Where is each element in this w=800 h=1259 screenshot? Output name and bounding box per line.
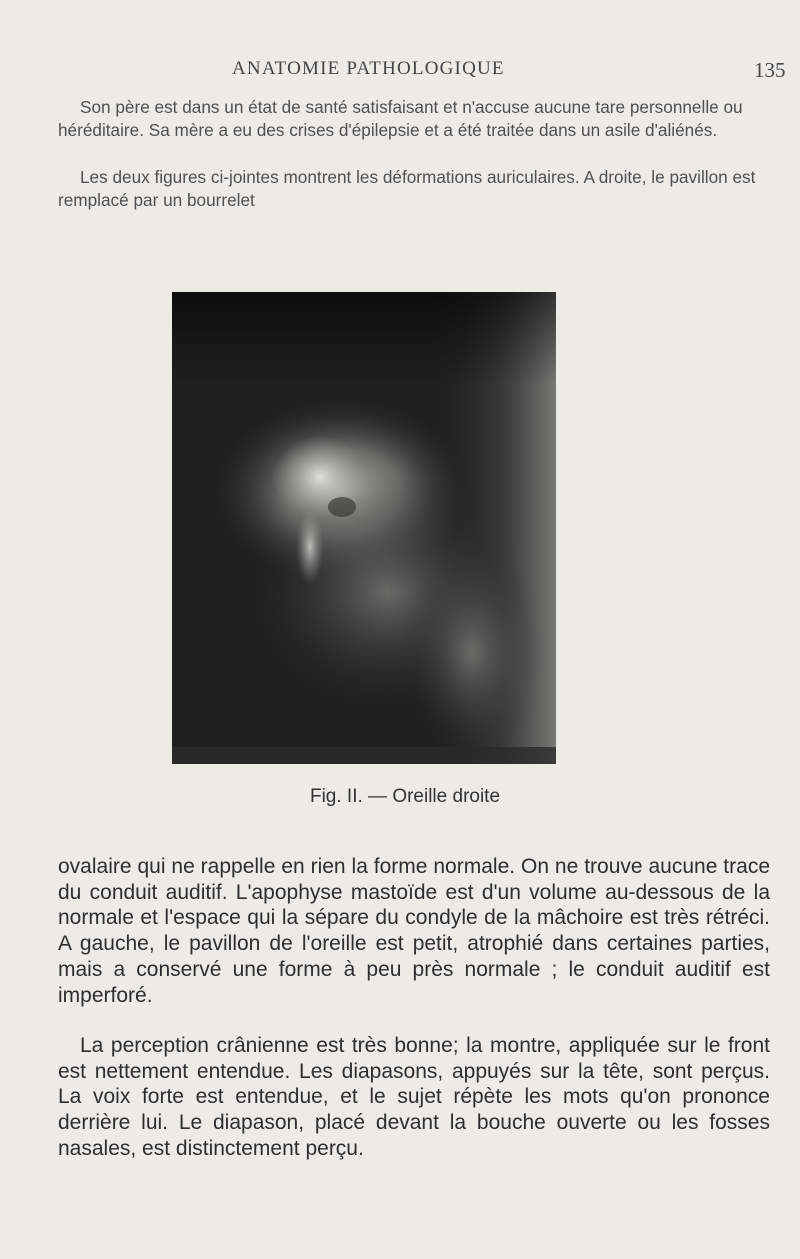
paragraph-text: Les deux figures ci-jointes montrent les déformations auriculaires. A droite, le pavillon est remplacé par un bourrelet — [58, 167, 756, 210]
paragraph-text: La perception crânienne est très bonne; la montre, appliquée sur le front est nettement entendue. Les diapasons, appuyés sur la tête, sont perçus. La voix forte est entendue, et le sujet répète les mots qu'on prononce derrière lui. Le diapason, placé devant la bouche ouverte ou les fosses nasales, est distinctement perçu. — [58, 1034, 770, 1160]
figure-caption: Fig. II. — Oreille droite — [309, 786, 501, 807]
paragraph-father-health — [58, 96, 770, 142]
page-number: 135 — [754, 58, 786, 82]
paragraph-ear-description — [58, 854, 770, 1008]
ear-photograph — [172, 292, 556, 764]
paragraph-text: ovalaire qui ne rappelle en rien la forme normale. On ne trouve aucune trace du conduit auditif. L'apophyse mastoïde est d'un volume au-dessous de la normale et l'espace qui la sépare du condyle de la mâchoire est très rétréci. A gauche, le pavillon de l'oreille est petit, atrophié dans certaines parties, mais a conservé une forme à peu près normale ; le conduit auditif est imperforé. — [58, 855, 770, 1007]
paragraph-text: Son père est dans un état de santé satisfaisant et n'accuse aucune tare personnelle ou héréditaire. Sa mère a eu des crises d'épilepsie et a été traitée dans un asile d'aliénés. — [58, 97, 743, 140]
paragraph-perception — [58, 1033, 770, 1162]
page-header — [0, 58, 800, 86]
paragraph-figures-intro — [58, 166, 770, 212]
ear-photograph-image — [172, 292, 556, 764]
running-head: ANATOMIE PATHOLOGIQUE — [232, 58, 505, 79]
